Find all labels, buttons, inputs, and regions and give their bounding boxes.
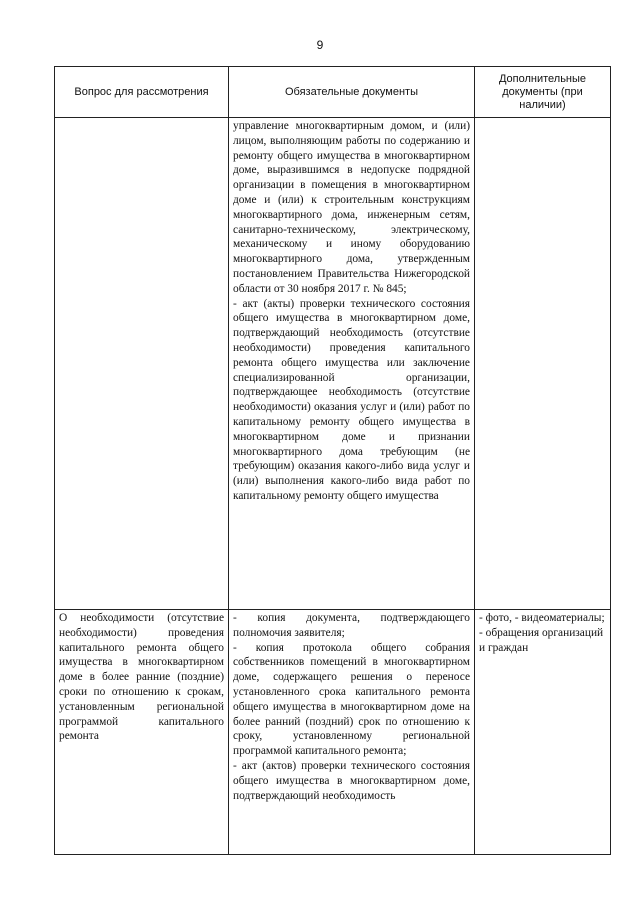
required-docs-cell	[229, 118, 475, 609]
question-cell	[55, 118, 229, 609]
paragraph: - копия протокола общего собрания собственников помещений в многоквартирном доме, содержащего решения о переносе установленного срока капитального ремонта общего имущества в многоквартирном доме на более ранний (поздний) срок по отношению к сроку, установленному региональной программой капитального ремонта;	[233, 641, 470, 758]
paragraph: управление многоквартирным домом, и (или) лицом, выполняющим работы по содержанию и ремонту общего имущества в многоквартирном доме, выразившимся в недопуске подрядной организации в помещения в многоквартирном доме и (или) к строительным конструкциям многоквартирного дома, инженерным сетям, санитарно-техническому, электрическому, механическому и иному оборудованию многоквартирного дома, утвержденным постановлением Правительства Нижегородской области от 30 ноября 2017 г. № 845;	[233, 120, 470, 295]
header-question: Вопрос для рассмотрения	[55, 67, 229, 117]
table-row	[55, 118, 610, 610]
table-row	[55, 610, 610, 854]
header-required-docs: Обязательные документы	[229, 67, 475, 117]
question-cell: О необходимости (отсутствие необходимости) проведения капитального ремонта общего имущества в многоквартирном доме в более ранние (поздние) сроки по отношению к срокам, установленным региональной программой капитального ремонта	[55, 610, 229, 854]
paragraph: - акт (актов) проверки технического состояния общего имущества в многоквартирном доме, подтверждающий необходимость	[233, 759, 470, 802]
required-docs-cell	[229, 610, 475, 854]
paragraph: - фото, - видеоматериалы;	[479, 612, 605, 624]
paragraph: - копия документа, подтверждающего полномочия заявителя;	[233, 612, 470, 639]
header-additional-docs: Дополнительные документы (при наличии)	[498, 72, 587, 111]
additional-docs-cell	[475, 610, 610, 854]
paragraph: - акт (акты) проверки технического состояния общего имущества в многоквартирном доме, подтверждающий необходимость (отсутствие необходимости) проведения капитального ремонта общего имущества или заключение специализированной организации, подтверждающее необходимость (отсутствие необходимости) оказания услуг и (или) работ по капитальному ремонту общего имущества в многоквартирном доме и признании многоквартирного дома требующим (не требующим) оказания какого-либо вида услуг и (или) выполнения какого-либо вида работ по капитальному ремонту общего имущества	[233, 297, 470, 502]
page-number: 9	[316, 38, 324, 52]
additional-docs-cell	[475, 118, 610, 609]
requirements-table	[54, 66, 611, 855]
table-header	[55, 67, 610, 118]
paragraph: - обращения организаций и граждан	[479, 626, 604, 654]
